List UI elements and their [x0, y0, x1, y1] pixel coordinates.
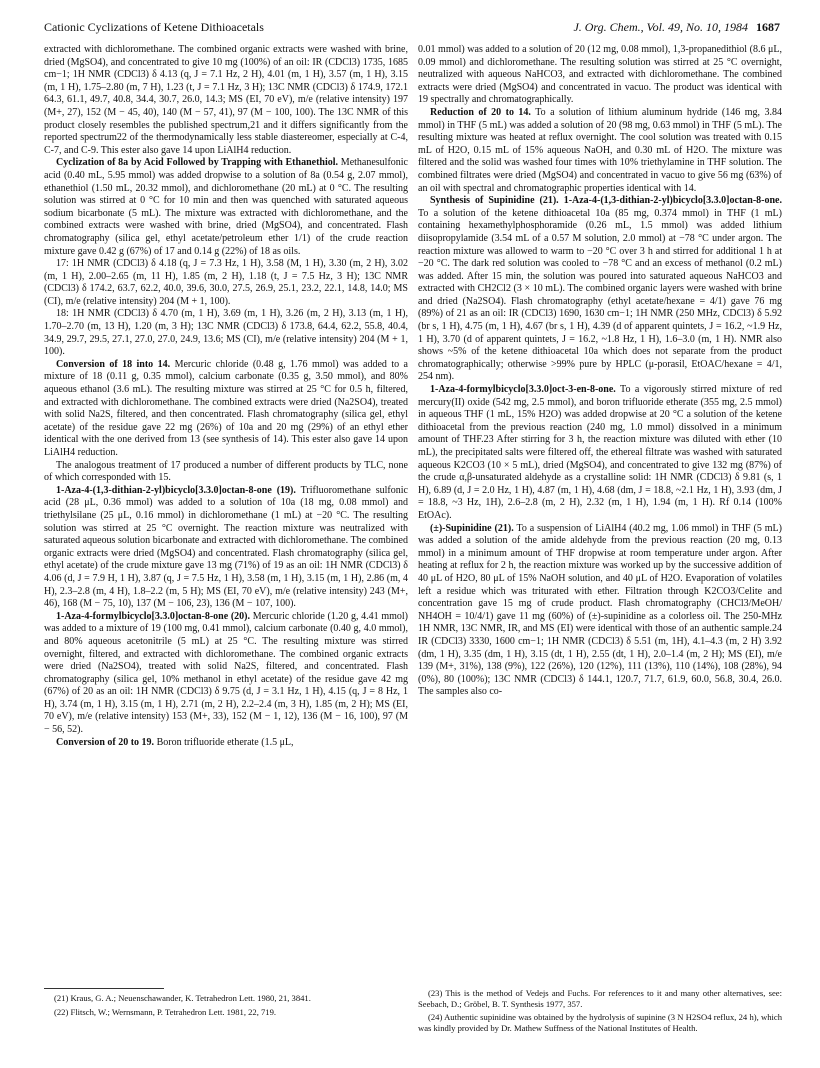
- footnotes-left: [44, 988, 408, 1020]
- running-header: [44, 20, 780, 38]
- footnote: (22) Flitsch, W.; Wernsmann, P. Tetrahedron Lett. 1981, 22, 719.: [54, 1006, 277, 1017]
- footnote: (23) This is the method of Vedejs and Fuchs. For references to it and many other alternatives, see: Seebach, D.; Gröbel, B. T. Synthesis 1977, 357.: [418, 988, 782, 1009]
- paragraph: Synthesis of Supinidine (21). 1-Aza-4-(1,3-dithian-2-yl)bicyclo[3.3.0]octan-8-one. To a solution of the ketene dithioacetal 10a (85 mg, 0.374 mmol) in THF (1 mL) containing hexamethylphosphoramide (0.26 mL, 1.5 mmol) was added lithium diisopropylamide (3.54 mL of a 0.57 M solution, 2.0 mmol) at −78 °C under argon. The reaction mixture was allowed to warm to −20 °C over 3 h and stirred for additional 1 h at −20 °C. The dark red solution was cooled to −78 °C and an excess of methanol (0.2 mL) was added. After 15 min, the solution was poured into saturated aqueous NaHCO3 and extracted with CH2Cl2 (3 × 10 mL). The combined organic layers were washed with brine and dried (Na2SO4). Flash chromatography (ethyl acetate/hexane = 4/1) gave 76 mg (89%) of 21 as an oil: IR (CDCl3) 1690, 1630 cm−1; 1H NMR (250 MHz, CDCl3) δ 5.92 (br s, 1 H), 4.75 (m, 1 H), 4.67 (br s, 1 H), 4.39 (d of apparent quintets, J = 16.2, ~1.9 Hz, 1 H), 3.70 (d of apparent quintets, J = 16.2, ~1.8 Hz, 1 H), 1.6–3.0 (m, 1 H). NMR also shows ~5% of the ketene dithioacetal 10a which does not separate from the product chromatographically; otherwise >99% pure by HPLC (μ-porasil, EtOAC/hexane = 4/1, 254 nm).: [418, 195, 782, 383]
- left-column: [44, 44, 408, 749]
- paragraph: Conversion of 20 to 19. Boron trifluoride etherate (1.5 μL,: [56, 736, 294, 748]
- paragraph: Conversion of 18 into 14. Mercuric chloride (0.48 g, 1.76 mmol) was added to a mixture of 18 (0.11 g, 0.35 mmol), calcium carbonate (0.35 g, 3.50 mmol), and 80% aqueous ethanol (3.6 mL). The resulting mixture was stirred at 25 °C for 0.5 h, filtered, and extracted with dichloromethane. The combined extracts were dried (Na2SO4), treated with solid Na2S, filtered, and then concentrated. Flash chromatography (silica gel, ethyl acetate) of the residue gave 22 mg (26%) of 10a and 20 mg (29%) of an ethyl ether identical with the one derived from 13 (see synthesis of 14). This ester also gave 14 upon LiAlH4 reduction.: [44, 358, 408, 458]
- paragraph: (±)-Supinidine (21). To a suspension of LiAlH4 (40.2 mg, 1.06 mmol) in THF (5 mL) was added a solution of the amide aldehyde from the previous reaction (20 mg, 0.13 mmol) in a minimum amount of THF dropwise at room temperature under argon. After heating at reflux for 2 h, the reaction mixture was worked up by the successive addition of 40 μL of H2O, 80 μL of 15% NaOH solution, and 40 μL of H2O. Evaporation of volatiles left a residue which was triturated with ether. Filtration through K2CO3/Celite and concentration gave 15 mg of crude product. Flash chromatography (CHCl3/MeOH/ NH4OH = 10/4/1) gave 11 mg (60%) of (±)-supinidine as a colorless oil. The 250-MHz 1H NMR, 13C NMR, IR, and MS (EI) were identical with those of an authentic sample.24 IR (CDCl3) 3330, 1600 cm−1; 1H NMR (CDCl3) δ 5.51 (m, 1H), 4.1–4.3 (m, 2 H) 3.92 (dm, 1 H), 3.35 (dm, 1 H), 3.15 (dt, 1 H), 2.55 (dt, 1 H), 2.0–1.4 (m, 2 H); MS (EI), m/e 139 (M+, 31%), 138 (9%), 122 (26%), 120 (12%), 111 (13%), 110 (14%), 108 (28%), 94 (0%), 80 (100%); 13C NMR (CDCl3) δ 144.1, 120.7, 71.7, 61.9, 60.0, 56.8, 30.4, 26.0. The samples also co-: [418, 522, 782, 698]
- paragraph: 1-Aza-4-(1,3-dithian-2-yl)bicyclo[3.3.0]octan-8-one (19). Trifluoromethane sulfonic acid (28 μL, 0.36 mmol) was added to a solution of 10a (18 mg, 0.08 mmol) and triethylsilane (25 μL, 0.16 mmol) in dichloromethane (1 mL) at −20 °C. The resulting solution was stirred at 25 °C overnight. The reaction mixture was neutralized with saturated aqueous solution bicarbonate and extracted with dichloromethane. The combined organic extracts were dried (MgSO4) and concentrated. Flash chromatography (silica gel, ethyl acetate) of the crude mixture gave 13 mg (71%) of 19 as an oil: 1H NMR (CDCl3) δ 4.06 (d, J = 7.9 H, 1 H), 3.87 (q, J = 7.5 Hz, 1 H), 3.58 (m, 1 H), 3.15 (m, 1 H), 2.86 (m, 4 H), 2.3–2.8 (m, 4 H), 1.8–2.2 (m, 5 H); MS (EI, 70 eV), m/e (relative intensity) 243 (M+, 46), 168 (M − 75, 10), 137 (M − 106, 23), 136 (M − 107, 100).: [44, 484, 408, 610]
- paragraph: 0.01 mmol) was added to a solution of 20 (12 mg, 0.08 mmol), 1,3-propanedithiol (8.6 μL, 0.09 mmol) and dichloromethane. The resulting solution was stirred at 25 °C overnight, neutralized with aqueous NaHCO3, and extracted with dichloromethane. The combined extracts were dried (MgSO4) and concentrated in vacuo. The product was identical with 19 spectrally and chromatographically.: [418, 44, 782, 106]
- paragraph: Reduction of 20 to 14. To a solution of lithium aluminum hydride (146 mg, 3.84 mmol) in THF (5 mL) was added a solution of 20 (98 mg, 0.63 mmol) in THF (5 mL). The resulting mixture was heated at reflux overnight. The cool solution was treated with 0.15 mL of H2O, 0.15 mL of 15% aqueous NaOH, and 0.30 mL of H2O. The mixture was filtered and the solid was washed four times with 10% triethylamine in THF solution. The combined filtrates were dried (MgSO4) and concentrated in vacuo to give 56 mg (63%) of an oil with spectral and chromatographic properties identical with 14.: [418, 106, 782, 194]
- journal-name: J. Org. Chem., Vol. 49, No. 10, 1984: [573, 20, 748, 34]
- page-number: 1687: [756, 20, 780, 34]
- paragraph: 1-Aza-4-formylbicyclo[3.3.0]octan-8-one (20). Mercuric chloride (1.20 g, 4.41 mmol) was added to a mixture of 19 (100 mg, 0.41 mmol), calcium carbonate (0.40 g, 4.0 mmol), and 80% aqueous acetonitrile (5 mL) at 25 °C. The resulting mixture was stirred overnight, filtered, and extracted with dichloromethane. The combined organic extracts were dried (Na2SO4), treated with solid Na2S, filtered, and concentrated. Flash chromatography (silica gel, 10% methanol in ethyl acetate) of the residue gave 42 mg (67%) of 20 as an oil: 1H NMR (CDCl3) δ 9.75 (d, J = 3.1 Hz, 1 H), 4.15 (q, J = 8 Hz, 1 H), 3.74 (m, 1 H), 3.15 (m, 1 H), 2.71 (m, 2 H), 2.2–2.4 (m, 3 H), 1.85 (m, 2 H); MS (EI, 70 eV), m/e (relative intensity) 153 (M+, 33), 152 (M − 1, 12), 136 (M − 16, 100), 97 (M − 56, 52).: [44, 610, 409, 736]
- paragraph: 1-Aza-4-formylbicyclo[3.3.0]oct-3-en-8-one. To a vigorously stirred mixture of red mercury(II) oxide (542 mg, 2.5 mmol), and boron trifluoride etherate (355 mg, 2.5 mmol) in aqueous THF (1 mL, 15% H2O) was added dropwise at 20 °C a solution of the ketene dithioacetal from the previous reaction (240 mg, 1.0 mmol) dissolved in a minimum amount of THF.23 After stirring for 3 h, the reaction mixture was diluted with ether (10 mL), the precipitated salts were filtered off, the ethereal filtrate was washed with saturated aqueous K2CO3 (10 × 5 mL), dried (MgSO4), and concentrated to give 132 mg (87%) of the crude α,β-unsaturated aldehyde as a crystalline solid: 1H NMR (CDCl3) δ 9.81 (s, 1 H), 6.89 (d, J = 2.0 Hz, 1 H), 4.87 (m, 1 H), 4.68 (dm, J = 18.8, ~2.1 Hz, 1 H), 3.93 (dm, J = 18.8, ~3 Hz, 1H), 2.6–2.8 (m, 2 H), 2.32 (m, 1 H), 1.94 (m, 1 H). Rf 0.14 (100% EtOAc).: [418, 384, 782, 521]
- right-column: [418, 44, 782, 699]
- footnote-rule: [44, 988, 164, 989]
- footnotes-right: [418, 988, 782, 1036]
- footnote: (21) Kraus, G. A.; Neuenschawander, K. Tetrahedron Lett. 1980, 21, 3841.: [54, 993, 311, 1003]
- paragraph: extracted with dichloromethane. The combined organic extracts were washed with brine, dried (MgSO4), and concentrated to give 10 mg (100%) of an oil: IR (CDCl3) 1735, 1685 cm−1; 1H NMR (CDCl3) δ 4.13 (q, J = 7.1 Hz, 2 H), 4.01 (m, 1 H), 3.57 (m, 1 H), 3.15 (m, 1 H), 1.75–2.80 (m, 7 H), 1.23 (t, J = 7.1 Hz, 3 H); 13C NMR (CDCl3) δ 174.9, 172.1 64.3, 61.1, 49.7, 40.8, 34.4, 30.7, 26.0, 14.3; MS (EI, 70 eV), m/e (relative intensity) 197 (M+, 27), 152 (M − 45, 40), 140 (M − 57, 41), 97 (M − 100, 100). The 13C NMR of this product closely resembles the published spectrum,21 and it differs significantly from the reported spectrum22 of the thermodynamically less stable diastereomer, especially at C-4, C-7, and C-9. This ester also gave 14 upon LiAlH4 reduction.: [44, 44, 408, 156]
- paragraph: 17: 1H NMR (CDCl3) δ 4.18 (q, J = 7.3 Hz, 1 H), 3.58 (M, 1 H), 3.30 (m, 2 H), 3.02 (m, 1 H), 2.00–2.65 (m, 11 H), 1.85 (m, 2 H), 1.18 (t, J = 7.5 Hz, 3 H); 13C NMR (CDCl3) δ 174.2, 63.7, 62.2, 40.0, 39.6, 30.0, 27.5, 26.9, 25.1, 23.2, 22.1, 14.8, 14.0; MS (CI), m/e (relative intensity) 204 (M + 1, 100).: [44, 258, 408, 307]
- paragraph: The analogous treatment of 17 produced a number of different products by TLC, none of which corresponded with 15.: [44, 459, 408, 484]
- paragraph: Cyclization of 8a by Acid Followed by Trapping with Ethanethiol. Methanesulfonic acid (0.40 mL, 5.95 mmol) was added dropwise to a solution of 8a (0.54 g, 2.07 mmol), ethanethiol (1.50 mL, 20.32 mmol), and dichloromethane (20 mL) at 0 °C. The resulting solution was stirred at 0 °C for 10 min and then was quenched with saturated aqueous sodium bicarbonate (5 mL). The mixture was extracted with dichloromethane, and the combined extracts were washed with brine, dried (MgSO4), and concentrated. Flash chromatography (silica gel, ethyl acetate/petroleum ether 1/1) of the crude reaction mixture gave 0.42 g (67%) of 17 and 0.14 g (22%) of 18 as oils.: [44, 157, 408, 257]
- paragraph: 18: 1H NMR (CDCl3) δ 4.70 (m, 1 H), 3.69 (m, 1 H), 3.26 (m, 2 H), 3.13 (m, 1 H), 1.70–2.70 (m, 13 H), 1.20 (m, 3 H); 13C NMR (CDCl3) δ 173.8, 64.4, 62.2, 55.8, 40.4, 34.9, 29.7, 29.5, 27.1, 27.0, 27.0, 24.9, 13.6; MS (CI), m/e (relative intensity) 204 (M + 1, 100).: [44, 308, 408, 358]
- footnote: (24) Authentic supinidine was obtained by the hydrolysis of supinine (3 N H2SO4 reflux, 24 h), which was kindly provided by Dr. Mathew Suffness of the National Institutes of Health.: [418, 1012, 782, 1033]
- journal-citation: [573, 20, 780, 35]
- running-title: Cationic Cyclizations of Ketene Dithioacetals: [44, 20, 264, 34]
